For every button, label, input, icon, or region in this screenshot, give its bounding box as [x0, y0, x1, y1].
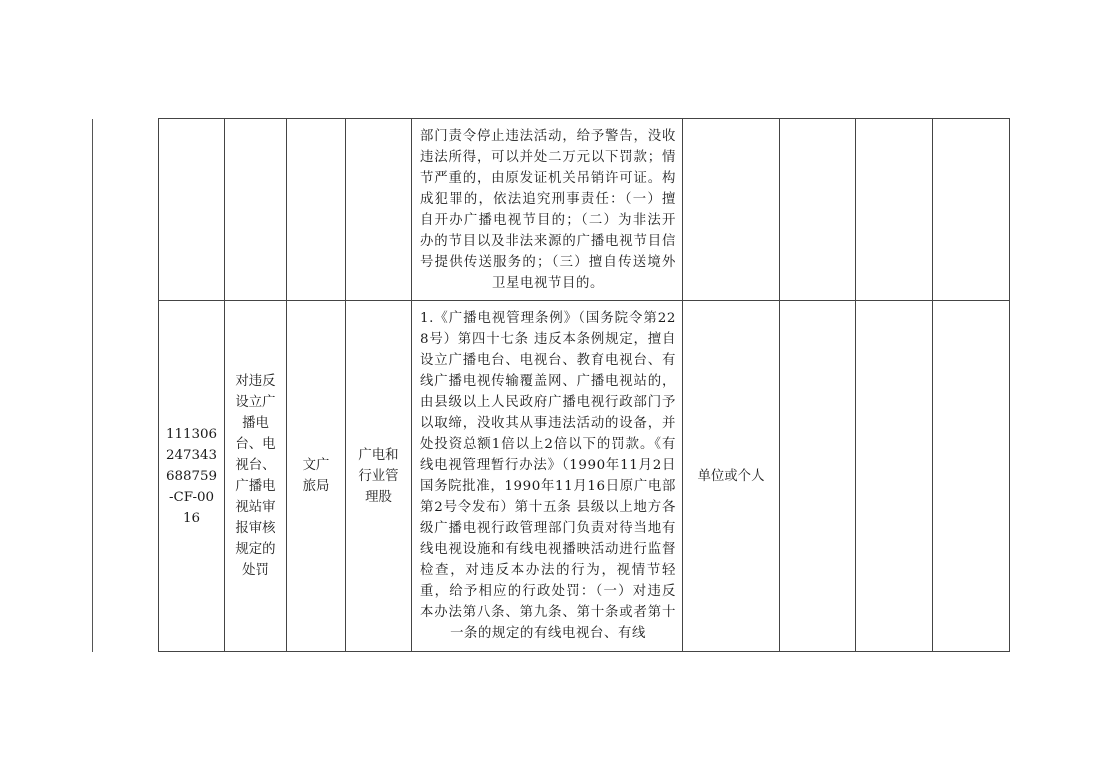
- page-margin-line: [92, 119, 93, 652]
- empty-cell-9: [933, 119, 1010, 301]
- item-code-cell: [159, 119, 225, 301]
- empty-cell-8: [856, 301, 933, 652]
- legal-basis-cell: 1.《广播电视管理条例》（国务院令第228号）第四十七条 违反本条例规定，擅自设立广播电台、电视台、教育电视台、有线广播电视传输覆盖网、广播电视站的，由县级以上人民政府广播电视行政部门予以取缔，没收其从事违法活动的设备，并处投资总额1倍以上2倍以下的罚款。《有线电视管理暂行办法》（1990年11月2日国务院批准，1990年11月16日原广电部第2号令发布）第十五条 县级以上地方各级广播电视行政管理部门负责对待当地有线电视设施和有线电视播映活动进行监督检查，对违反本办法的行为，视情节轻重，给予相应的行政处罚：（一）对违反本办法第八条、第九条、第十条或者第十一条的规定的有线电视台、有线: [412, 301, 683, 652]
- empty-cell-7: [780, 119, 856, 301]
- penalty-items-table: [158, 118, 1010, 652]
- responsible-unit-cell: [346, 119, 412, 301]
- empty-cell-8: [856, 119, 933, 301]
- empty-cell-7: [780, 301, 856, 652]
- subject-cell: 单位或个人: [683, 301, 780, 652]
- department-cell: [287, 119, 346, 301]
- legal-basis-cell: 部门责令停止违法活动，给予警告，没收违法所得，可以并处二万元以下罚款；情节严重的，由原发证机关吊销许可证。构成犯罪的，依法追究刑事责任：（一）擅自开办广播电视节目的；（二）为非法开办的节目以及非法来源的广播电视节目信号提供传送服务的；（三）擅自传送境外卫星电视节目的。: [412, 119, 683, 301]
- empty-cell-9: [933, 301, 1010, 652]
- table-row: [159, 119, 1010, 301]
- subject-cell: [683, 119, 780, 301]
- item-name-cell: 对违反设立广播电台、电视台、广播电视站审报审核规定的处罚: [225, 301, 287, 652]
- item-name-cell: [225, 119, 287, 301]
- responsible-unit-cell: 广电和行业管理股: [346, 301, 412, 652]
- item-code-cell: 111306247343688759-CF-0016: [159, 301, 225, 652]
- table-row: [159, 301, 1010, 652]
- department-cell: 文广旅局: [287, 301, 346, 652]
